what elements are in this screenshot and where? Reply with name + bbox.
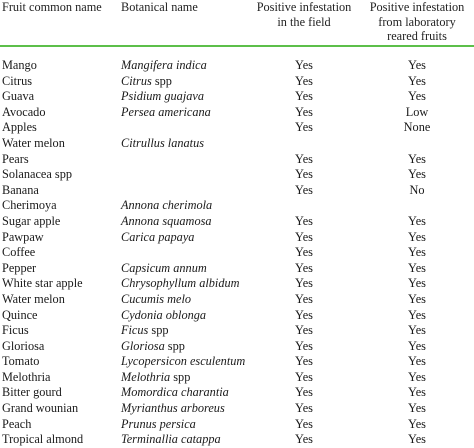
lab-infestation-value: Yes [408, 401, 426, 416]
header-fruit-common-name: Fruit common name [2, 0, 102, 14]
table-row [0, 183, 474, 199]
lab-infestation-value: Yes [408, 260, 426, 275]
table-row [0, 432, 474, 448]
table-row [0, 370, 474, 386]
botanical-spp: spp [170, 369, 191, 384]
botanical-name [121, 432, 221, 448]
table-row [0, 58, 474, 74]
fruit-common-name: Pawpaw [2, 229, 44, 244]
fruit-common-name: Tomato [2, 354, 40, 369]
botanical-name [121, 401, 225, 417]
field-infestation-value: Yes [295, 432, 313, 447]
fruit-common-name: Sugar apple [2, 213, 61, 228]
botanical-genus-species: Cydonia oblonga [121, 307, 207, 322]
botanical-name [121, 292, 191, 308]
table-body [0, 58, 474, 448]
lab-infestation-value: Yes [408, 416, 426, 431]
lab-infestation-value: None [403, 120, 431, 135]
field-infestation-value: Yes [295, 58, 313, 72]
botanical-name [121, 214, 212, 230]
fruit-common-name: Tropical almond [2, 432, 84, 447]
botanical-name [121, 417, 196, 433]
table-row [0, 308, 474, 324]
table-row [0, 292, 474, 308]
fruit-common-name: Apples [2, 120, 37, 135]
fruit-common-name: White star apple [2, 276, 83, 291]
botanical-name [121, 308, 206, 324]
table-row [0, 417, 474, 433]
fruit-common-name: Peach [2, 416, 32, 431]
botanical-genus-species: Ficus [121, 323, 149, 338]
lab-infestation-value: Yes [408, 151, 426, 166]
table-header [0, 0, 474, 44]
fruit-common-name: Gloriosa [2, 338, 45, 353]
botanical-name [121, 58, 207, 74]
table-row [0, 323, 474, 339]
botanical-genus-species: Citrullus lanatus [121, 135, 205, 150]
header-lab-line-1: Positive infestation [369, 0, 465, 14]
fruit-common-name: Citrus [2, 73, 33, 88]
botanical-spp: spp [164, 338, 185, 353]
botanical-name [121, 261, 207, 277]
lab-infestation-value: Yes [408, 369, 426, 384]
lab-infestation-value: Yes [408, 276, 426, 291]
field-infestation-value: Yes [295, 73, 313, 88]
lab-infestation-value: Yes [408, 167, 426, 182]
table-row [0, 136, 474, 152]
lab-infestation-value: Yes [408, 89, 426, 104]
lab-infestation-value: Yes [408, 385, 426, 400]
field-infestation-value: Yes [295, 401, 313, 416]
botanical-genus-species: Chrysophyllum albidum [121, 276, 240, 291]
fruit-common-name: Water melon [2, 135, 65, 150]
botanical-genus-species: Cucumis melo [121, 291, 192, 306]
header-lab-line-2: from laboratory [378, 14, 456, 29]
botanical-name [121, 89, 204, 105]
botanical-name [121, 276, 240, 292]
field-infestation-value: Yes [295, 89, 313, 104]
botanical-genus-species: Annona squamosa [121, 213, 212, 228]
table-row [0, 120, 474, 136]
fruit-common-name: Solanacea spp [2, 167, 72, 182]
table-row [0, 245, 474, 261]
lab-infestation-value: Yes [408, 354, 426, 369]
field-infestation-value: Yes [295, 369, 313, 384]
botanical-genus-species: Terminallia catappa [121, 432, 221, 447]
fruit-common-name: Quince [2, 307, 38, 322]
table-row [0, 385, 474, 401]
table-row [0, 89, 474, 105]
lab-infestation-value: Yes [408, 323, 426, 338]
lab-infestation-value: No [409, 182, 425, 197]
botanical-genus-species: Prunus persica [121, 416, 196, 431]
lab-infestation-value: Yes [408, 58, 426, 72]
botanical-name [121, 370, 190, 386]
botanical-name [121, 230, 194, 246]
table-row [0, 354, 474, 370]
botanical-genus-species: Annona cherimola [121, 198, 213, 213]
fruit-common-name: Guava [2, 89, 35, 104]
fruit-common-name: Grand wounian [2, 401, 79, 416]
field-infestation-value: Yes [295, 416, 313, 431]
lab-infestation-value: Yes [408, 432, 426, 447]
field-infestation-value: Yes [295, 104, 313, 119]
fruit-common-name: Bitter gourd [2, 385, 62, 400]
field-infestation-value: Yes [295, 213, 313, 228]
botanical-spp: spp [148, 323, 169, 338]
field-infestation-value: Yes [295, 276, 313, 291]
botanical-genus-species: Gloriosa [121, 338, 165, 353]
field-infestation-value: Yes [295, 385, 313, 400]
botanical-genus-species: Melothria [121, 369, 171, 384]
botanical-genus-species: Citrus [121, 73, 152, 88]
botanical-name [121, 136, 204, 152]
fruit-common-name: Banana [2, 182, 39, 197]
botanical-genus-species: Persea americana [121, 104, 211, 119]
botanical-name [121, 323, 169, 339]
botanical-spp: spp [151, 73, 172, 88]
lab-infestation-value: Yes [408, 338, 426, 353]
table-row [0, 276, 474, 292]
fruit-common-name: Cherimoya [2, 198, 57, 213]
lab-infestation-value: Yes [408, 73, 426, 88]
lab-infestation-value: Yes [408, 213, 426, 228]
header-field-infestation [244, 0, 364, 29]
table-row [0, 198, 474, 214]
lab-infestation-value: Yes [408, 245, 426, 260]
botanical-name [121, 105, 211, 121]
table-row [0, 261, 474, 277]
botanical-name [121, 74, 172, 90]
fruit-common-name: Mango [2, 58, 37, 72]
field-infestation-value: Yes [295, 182, 313, 197]
field-infestation-value: Yes [295, 229, 313, 244]
lab-infestation-value: Yes [408, 291, 426, 306]
field-infestation-value: Yes [295, 120, 313, 135]
header-divider [0, 45, 474, 47]
field-infestation-value: Yes [295, 245, 313, 260]
botanical-name [121, 198, 212, 214]
botanical-genus-species: Myrianthus arboreus [121, 401, 225, 416]
header-lab-infestation [360, 0, 474, 44]
table-row [0, 74, 474, 90]
table-row [0, 230, 474, 246]
table-row [0, 214, 474, 230]
fruit-common-name: Ficus [2, 323, 29, 338]
fruit-common-name: Pears [2, 151, 29, 166]
field-infestation-value: Yes [295, 151, 313, 166]
fruit-common-name: Water melon [2, 291, 65, 306]
botanical-genus-species: Mangifera indica [121, 58, 207, 72]
header-field-line-2: in the field [277, 14, 331, 29]
header-field-line-1: Positive infestation [256, 0, 352, 14]
field-infestation-value: Yes [295, 260, 313, 275]
botanical-genus-species: Momordica charantia [121, 385, 229, 400]
botanical-genus-species: Lycopersicon esculentum [121, 354, 246, 369]
table-row [0, 401, 474, 417]
botanical-name [121, 339, 185, 355]
field-infestation-value: Yes [295, 307, 313, 322]
botanical-genus-species: Capsicum annum [121, 260, 207, 275]
field-infestation-value: Yes [295, 291, 313, 306]
header-botanical-name: Botanical name [121, 0, 198, 14]
field-infestation-value: Yes [295, 354, 313, 369]
botanical-genus-species: Psidium guajava [121, 89, 204, 104]
lab-infestation-value: Yes [408, 229, 426, 244]
field-infestation-value: Yes [295, 167, 313, 182]
table-row [0, 339, 474, 355]
table-row [0, 152, 474, 168]
fruit-common-name: Pepper [2, 260, 37, 275]
lab-infestation-value: Yes [408, 307, 426, 322]
botanical-genus-species: Carica papaya [121, 229, 195, 244]
fruit-common-name: Avocado [2, 104, 46, 119]
lab-infestation-value: Low [405, 104, 429, 119]
field-infestation-value: Yes [295, 323, 313, 338]
table-row [0, 167, 474, 183]
table-row [0, 105, 474, 121]
field-infestation-value: Yes [295, 338, 313, 353]
botanical-name [121, 385, 229, 401]
fruit-common-name: Coffee [2, 245, 36, 260]
fruit-common-name: Melothria [2, 369, 51, 384]
botanical-name [121, 354, 245, 370]
header-lab-line-3: reared fruits [387, 29, 447, 43]
